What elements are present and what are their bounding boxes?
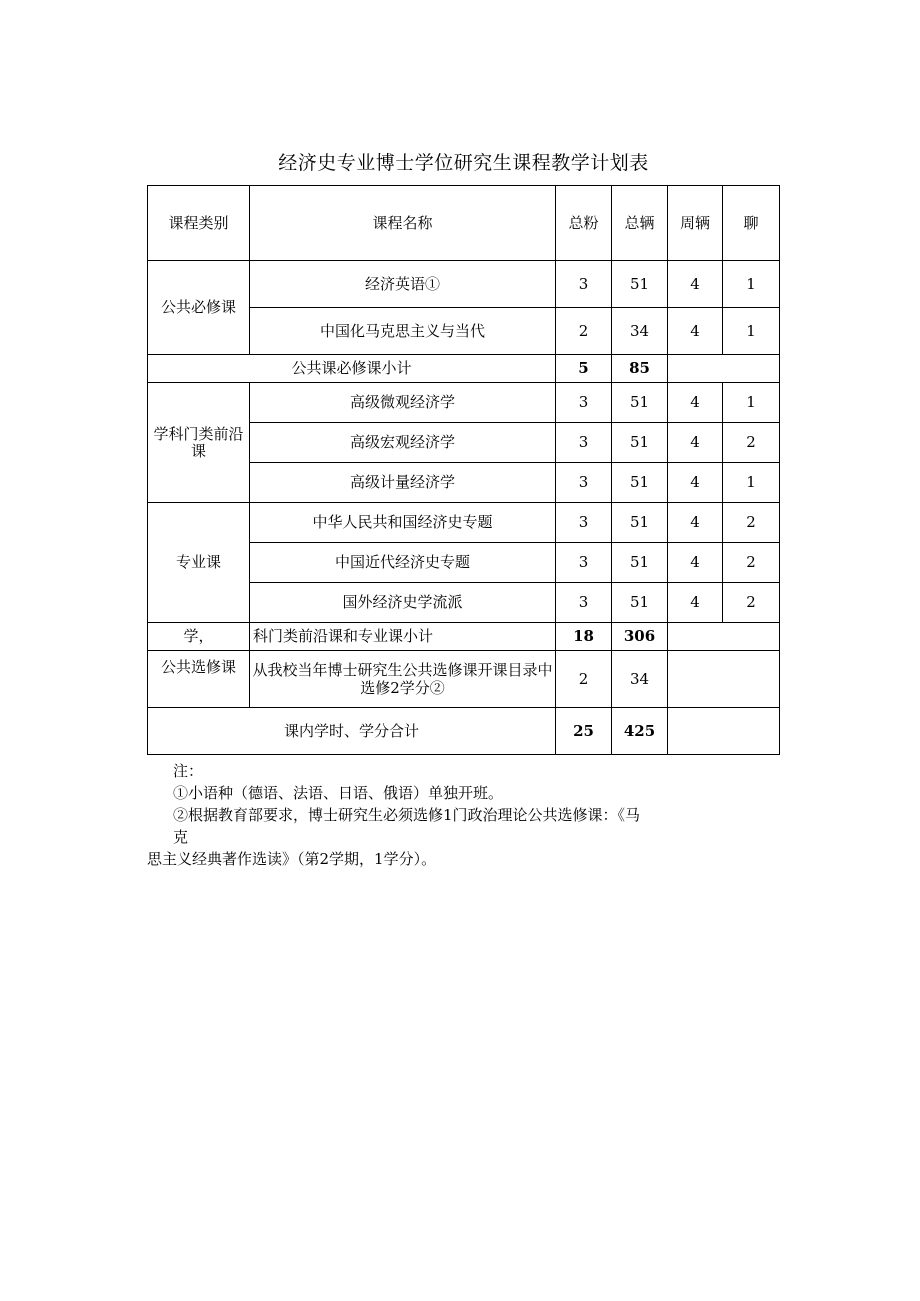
subtotal-col3: 18	[556, 623, 612, 651]
cell-col4: 51	[612, 543, 668, 583]
header-col4: 总辆	[612, 186, 668, 261]
subtotal-row	[148, 355, 780, 383]
header-col6: 聊	[723, 186, 780, 261]
subtotal-left-fragment: 学，	[148, 623, 250, 651]
cell-col6: 1	[723, 261, 780, 308]
header-course-name: 课程名称	[250, 186, 556, 261]
subtotal-col4: 85	[612, 355, 668, 383]
course-name: 中国近代经济史专题	[250, 543, 556, 583]
empty-cell	[668, 708, 780, 755]
cell-col5: 4	[668, 543, 723, 583]
header-category: 课程类别	[148, 186, 250, 261]
cell-col3: 3	[556, 383, 612, 423]
total-row	[148, 708, 780, 755]
table-row	[148, 261, 780, 308]
notes-heading: 注：	[173, 762, 204, 780]
cell-col5: 4	[668, 503, 723, 543]
cell-col4: 51	[612, 463, 668, 503]
note-2-line-1: ②根据教育部要求，博士研究生必须选修1门政治理论公共选修课：《马	[173, 806, 641, 824]
note-2-line-3: 思主义经典著作选读》（第2学期，1学分）。	[147, 850, 437, 868]
empty-cell	[668, 651, 780, 708]
cell-col3: 3	[556, 463, 612, 503]
note-1: ①小语种（德语、法语、日语、俄语）单独开班。	[173, 784, 504, 802]
table-row	[148, 383, 780, 423]
subtotal-label: 公共课必修课小计	[148, 355, 556, 383]
table-row	[148, 503, 780, 543]
cell-col5: 4	[668, 423, 723, 463]
cell-col6: 1	[723, 383, 780, 423]
cell-col3: 2	[556, 651, 612, 708]
cell-col5: 4	[668, 261, 723, 308]
cell-col5: 4	[668, 463, 723, 503]
total-col3: 25	[556, 708, 612, 755]
cell-col4: 34	[612, 308, 668, 355]
cell-col5: 4	[668, 383, 723, 423]
category-public-elective: 公共选修课	[148, 651, 250, 708]
category-frontier: 学科门类前沿课	[148, 383, 250, 503]
empty-cell	[668, 355, 780, 383]
category-major: 专业课	[148, 503, 250, 623]
course-name: 高级计量经济学	[250, 463, 556, 503]
subtotal-row	[148, 623, 780, 651]
cell-col6: 2	[723, 583, 780, 623]
header-col5: 周辆	[668, 186, 723, 261]
cell-col6: 2	[723, 423, 780, 463]
total-col4: 425	[612, 708, 668, 755]
cell-col3: 3	[556, 423, 612, 463]
cell-col5: 4	[668, 583, 723, 623]
total-label: 课内学时、学分合计	[148, 708, 556, 755]
table-header-row	[148, 186, 780, 261]
cell-col4: 51	[612, 583, 668, 623]
subtotal-label: 科门类前沿课和专业课小计	[250, 623, 556, 651]
cell-col6: 1	[723, 463, 780, 503]
notes-section	[147, 760, 787, 870]
cell-col6: 2	[723, 543, 780, 583]
subtotal-col3: 5	[556, 355, 612, 383]
cell-col3: 3	[556, 543, 612, 583]
course-name: 高级宏观经济学	[250, 423, 556, 463]
cell-col4: 51	[612, 261, 668, 308]
cell-col3: 3	[556, 583, 612, 623]
table-row	[148, 651, 780, 708]
course-name: 高级微观经济学	[250, 383, 556, 423]
category-public-required: 公共必修课	[148, 261, 250, 355]
course-name: 中国化马克思主义与当代	[250, 308, 556, 355]
course-name: 从我校当年博士研究生公共选修课开课目录中选修2学分②	[250, 651, 556, 708]
empty-cell	[668, 623, 780, 651]
page-title: 经济史专业博士学位研究生课程教学计划表	[278, 152, 649, 174]
cell-col4: 51	[612, 423, 668, 463]
cell-col4: 51	[612, 503, 668, 543]
course-name: 中华人民共和国经济史专题	[250, 503, 556, 543]
cell-col3: 3	[556, 261, 612, 308]
course-plan-table	[147, 185, 780, 755]
cell-col4: 51	[612, 383, 668, 423]
note-2-line-2: 克	[173, 828, 189, 846]
cell-col6: 2	[723, 503, 780, 543]
subtotal-col4: 306	[612, 623, 668, 651]
cell-col3: 2	[556, 308, 612, 355]
header-col3: 总粉	[556, 186, 612, 261]
cell-col3: 3	[556, 503, 612, 543]
cell-col6: 1	[723, 308, 780, 355]
course-name: 经济英语①	[250, 261, 556, 308]
course-name: 国外经济史学流派	[250, 583, 556, 623]
cell-col5: 4	[668, 308, 723, 355]
cell-col4: 34	[612, 651, 668, 708]
